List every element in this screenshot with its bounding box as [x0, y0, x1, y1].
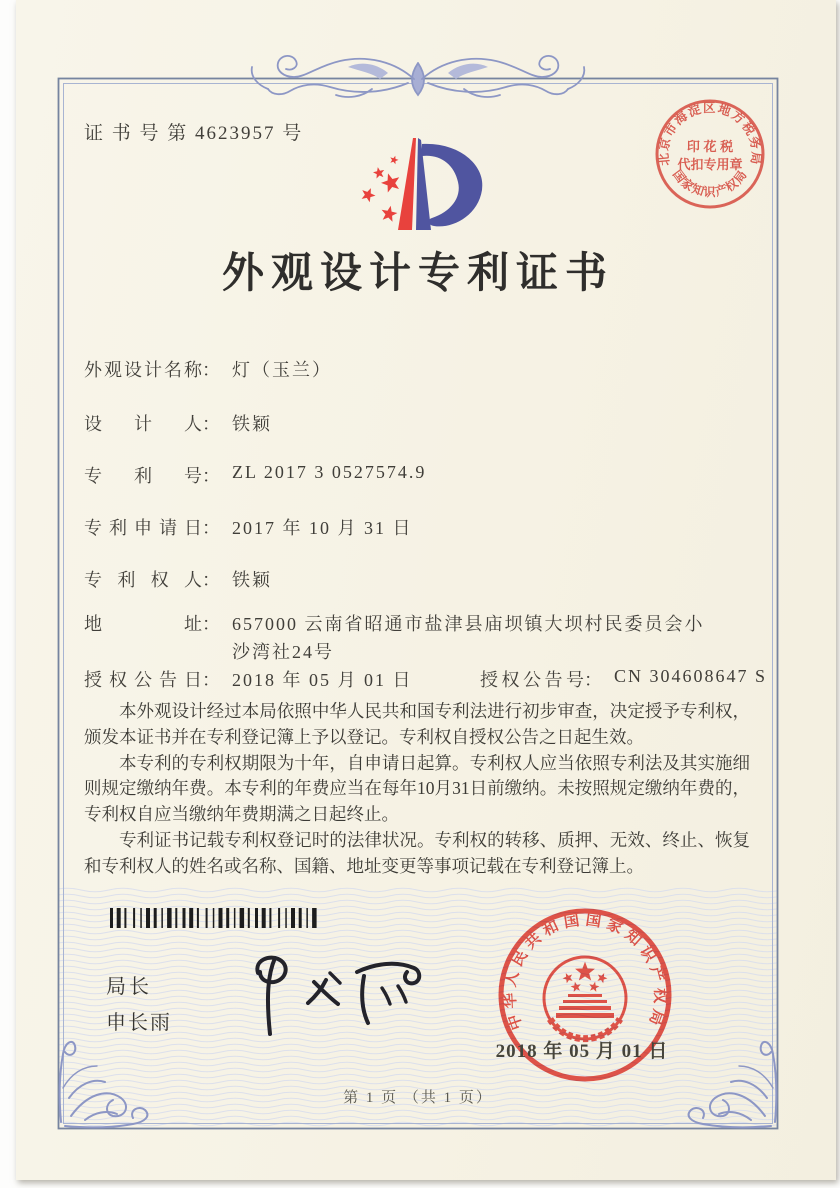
paragraph-grant: 本外观设计经过本局依照中华人民共和国专利法进行初步审查，决定授予专利权，颁发本证书并在专利登记簿上予以登记。专利权自授权公告之日起生效。	[84, 701, 750, 747]
svg-text:国家知识产权局	[670, 167, 750, 199]
seal-date: 2018 年 05 月 01 日	[495, 1041, 669, 1062]
grant-number-value: CN 304608647 S	[614, 666, 768, 686]
grant-date-value: 2018 年 05 月 01 日	[232, 670, 413, 690]
certificate-title: 外观设计专利证书	[221, 251, 614, 297]
grant-date-label: 授权公告日	[84, 670, 202, 690]
field-design-name: 外观设计名称： 灯（玉兰）	[84, 356, 764, 382]
official-seal-arc-text: 中华人民共和国国家知识产权局	[501, 911, 669, 1033]
field-value: ZL 2017 3 0527574.9	[232, 462, 427, 482]
field-label: 专利号	[84, 466, 202, 486]
top-flourish	[252, 56, 585, 97]
logo-p-bowl	[422, 144, 482, 227]
corner-flourish-left	[60, 1042, 148, 1127]
field-address: 地址： 657000 云南省昭通市盐津县庙坝镇大坝村民委员会小沙湾社24号	[84, 610, 764, 666]
tax-stamp-line1: 印 花 税	[686, 139, 734, 154]
tax-stamp-arc-top: 北京市海淀区地方税务局	[656, 100, 764, 167]
field-value: 铁颖	[232, 570, 272, 590]
tax-stamp	[648, 92, 772, 216]
director-name: 申长雨	[106, 1012, 172, 1034]
field-patentee: 专利权人： 铁颖	[84, 566, 764, 592]
certificate-number: 证 书 号 第 4623957 号	[84, 123, 304, 144]
legal-text	[84, 699, 750, 880]
field-filing-date: 专利申请日： 2017 年 10 月 31 日	[84, 514, 764, 540]
corner-flourish-right	[689, 1042, 777, 1127]
field-grant-row: 授权公告日： 2018 年 05 月 01 日 授权公告号： CN 304608647 S	[84, 666, 768, 690]
field-value: 灯（玉兰）	[232, 360, 332, 380]
field-designer: 设计人： 铁颖	[84, 410, 764, 436]
field-value: 657000 云南省昭通市盐津县庙坝镇大坝村民委员会小沙湾社24号	[232, 614, 705, 662]
grant-number-label: 授权公告号	[480, 670, 584, 690]
director-signature	[230, 946, 435, 1046]
field-label: 设计人	[84, 414, 202, 434]
logo-stars	[362, 156, 400, 222]
field-value: 2017 年 10 月 31 日	[232, 518, 413, 538]
national-emblem	[544, 957, 626, 1039]
field-value: 铁颖	[232, 414, 272, 434]
logo-stem-red	[398, 138, 416, 230]
tax-stamp-line2: 代扣专用章	[677, 157, 743, 172]
page-footer: 第 1 页 （共 1 页）	[343, 1090, 493, 1106]
field-label: 地址	[84, 614, 202, 634]
tax-stamp-arc-bottom: 国家知识产权局	[669, 167, 751, 200]
grant-number-pair: 授权公告号： CN 304608647 S	[480, 666, 768, 690]
paragraph-register: 专利证书记载专利权登记时的法律状况。专利权的转移、质押、无效、终止、恢复和专利权人的姓名或名称、国籍、地址变更等事项记载在专利登记簿上。	[84, 829, 750, 876]
field-patent-number: 专利号： ZL 2017 3 0527574.9	[84, 462, 427, 486]
cnipa-logo	[338, 130, 493, 242]
field-label: 专利申请日	[84, 518, 202, 538]
director-title: 局长	[106, 976, 152, 998]
barcode	[110, 908, 322, 928]
field-label: 专利权人	[84, 570, 202, 590]
field-label: 外观设计名称	[84, 360, 202, 380]
paragraph-term: 本专利的专利权期限为十年，自申请日起算。专利权人应当依照专利法及其实施细则规定缴纳年费。本专利的年费应当在每年10月31日前缴纳。未按照规定缴纳年费的，专利权自应当缴纳年费期满之日起终止。	[84, 752, 750, 825]
